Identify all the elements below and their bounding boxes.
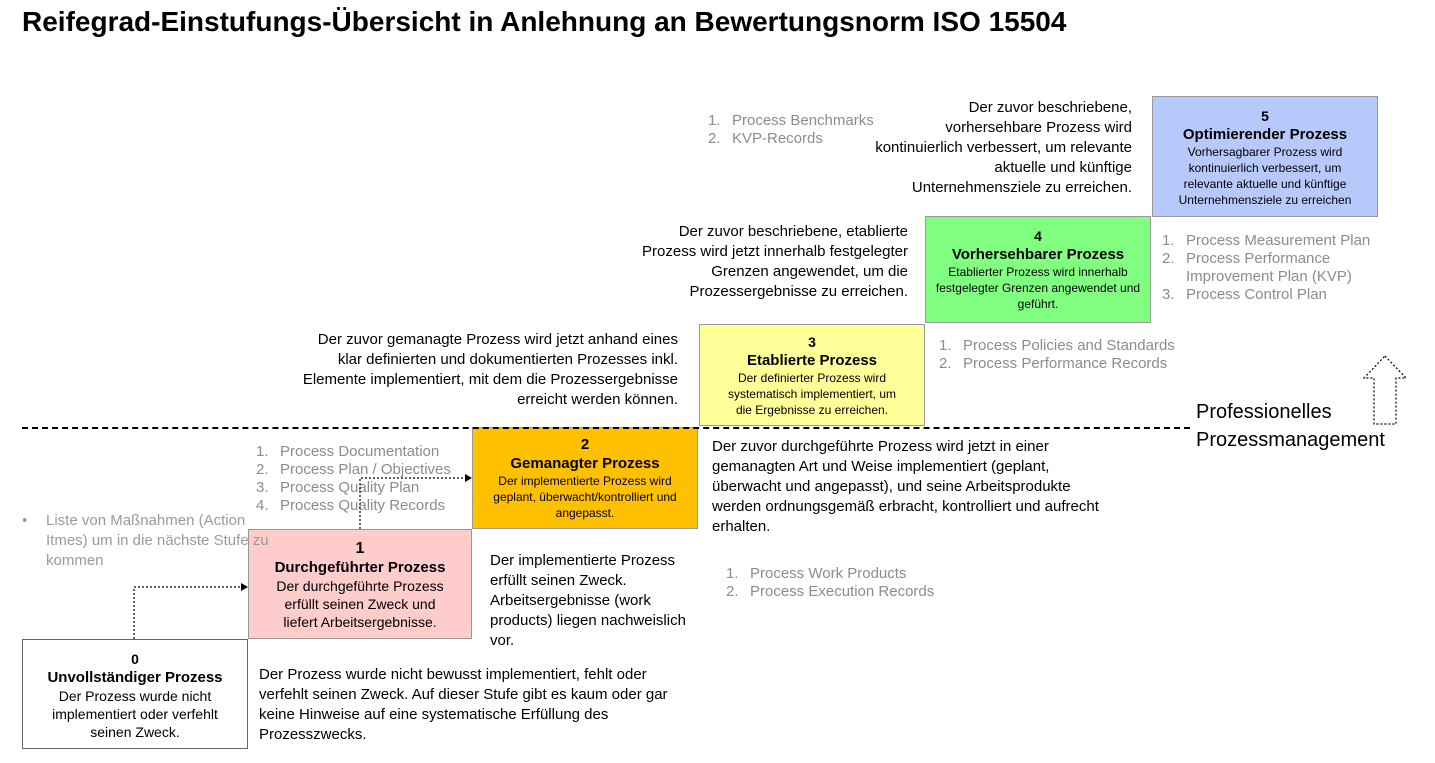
list-item-label: Process Plan / Objectives: [280, 461, 451, 478]
list-number: 1.: [708, 112, 721, 129]
list-number: 3.: [256, 479, 269, 496]
level-number: 2: [580, 436, 590, 453]
list-item-label: Process Measurement Plan: [1186, 232, 1371, 249]
list-item-label: Process Control Plan: [1186, 286, 1327, 303]
list-item-label: Process Performance Improvement Plan (KVP): [1186, 250, 1352, 285]
list-number: 1.: [939, 337, 952, 354]
level-description: Vorhersagbarer Prozess wird kontinuierlich verbessert, um relevante aktuelle und künftige Unternehmensziele zu erreichen: [1178, 145, 1352, 207]
list-number: 2.: [1162, 250, 1175, 267]
level-number: 3: [808, 334, 816, 350]
list-number: 2.: [708, 130, 721, 147]
list-number: 3.: [1162, 286, 1175, 303]
level-description: Der Prozess wurde nicht implementiert oder verfehlt seinen Zweck.: [52, 688, 218, 740]
list-number: 4.: [256, 497, 269, 514]
level-4-explanation: Der zuvor beschriebene, etablierte Prozess wird jetzt innerhalb festgelegter Grenzen angewendet, um die Prozessergebnisse zu erreichen.: [642, 223, 908, 300]
level-5-explanation: Der zuvor beschriebene, vorhersehbare Prozess wird kontinuierlich verbessert, um relevante aktuelle und künftige Unternehmensziele zu erreichen.: [875, 99, 1132, 196]
list-item-label: Process Execution Records: [750, 583, 935, 600]
arrowhead-icon: [465, 474, 472, 482]
hollow-up-arrow-icon: [1364, 356, 1406, 424]
level-name: Etablierte Prozess: [746, 352, 878, 369]
list-item-label: Process Work Products: [750, 565, 907, 582]
connector-1-to-2: [360, 478, 468, 529]
list-number: 1.: [1162, 232, 1175, 249]
bullet-icon: •: [22, 512, 28, 529]
list-number: 2.: [939, 355, 952, 372]
list-number: 1.: [256, 443, 269, 460]
level-name: Optimierender Prozess: [1182, 126, 1348, 143]
list-number: 2.: [256, 461, 269, 478]
list-item-label: Process Quality Plan: [280, 479, 420, 496]
arrowhead-icon: [241, 583, 248, 591]
level-2-explanation: Der zuvor durchgeführte Prozess wird jetzt in einer gemanagten Art und Weise implementiert (geplant, überwacht und angepasst), und seine Arbeitsprodukte werden ordnungsgemäß erbracht, kontrolliert und aufrecht erhalten.: [712, 438, 1099, 535]
list-item-label: Process Performance Records: [963, 355, 1168, 372]
list-item-label: Process Quality Records: [280, 497, 446, 514]
level-description: Der durchgeführte Prozess erfüllt seinen Zweck und liefert Arbeitsergebnisse.: [276, 578, 444, 630]
page-title: Reifegrad-Einstufungs-Übersicht in Anlehnung an Bewertungsnorm ISO 15504: [22, 6, 1067, 37]
level-3-explanation: Der zuvor gemanagte Prozess wird jetzt anhand eines klar definierten und dokumentierten Prozesses inkl. Elemente implementiert, mit dem die Prozessergebnisse erreicht werden können.: [302, 331, 678, 408]
level-number: 4: [1034, 228, 1042, 244]
level-name: Unvollständiger Prozess: [47, 669, 223, 686]
level-name: Gemanagter Prozess: [510, 455, 660, 472]
level-description: Etablierter Prozess wird innerhalb festgelegter Grenzen angewendet und geführt.: [935, 265, 1141, 311]
list-item-label: Process Benchmarks: [732, 112, 874, 129]
list-number: 2.: [726, 583, 739, 600]
level-number: 5: [1261, 108, 1269, 124]
level-0-explanation: Der Prozess wurde nicht bewusst implementiert, fehlt oder verfehlt seinen Zweck. Auf dieser Stufe gibt es kaum oder gar keine Hinweise auf eine systematische Erfüllung des Prozesszwecks.: [259, 666, 668, 743]
level-description: Der definierter Prozess wird systematisch implementiert, um die Ergebnisse zu erreichen.: [727, 371, 897, 417]
list-item-label: Process Documentation: [280, 443, 440, 460]
level-number: 1: [355, 540, 365, 557]
list-number: 1.: [726, 565, 739, 582]
level-1-explanation: Der implementierte Prozess erfüllt seinen Zweck. Arbeitsergebnisse (work products) liegen nachweislich vor.: [490, 552, 686, 649]
connector-0-to-1: [134, 587, 244, 639]
professional-management-label: Professionelles Prozessmanagement: [1196, 401, 1385, 451]
level-name: Vorhersehbarer Prozess: [951, 246, 1125, 263]
level-number: 0: [131, 651, 139, 667]
level-name: Durchgeführter Prozess: [274, 559, 446, 576]
list-item-label: KVP-Records: [732, 130, 823, 147]
list-item-label: Process Policies and Standards: [963, 337, 1175, 354]
list-item: Liste von Maßnahmen (Action Itmes) um in die nächste Stufe zu kommen: [46, 512, 269, 569]
level-description: Der implementierte Prozess wird geplant, überwacht/kontrolliert und angepasst.: [493, 474, 677, 520]
